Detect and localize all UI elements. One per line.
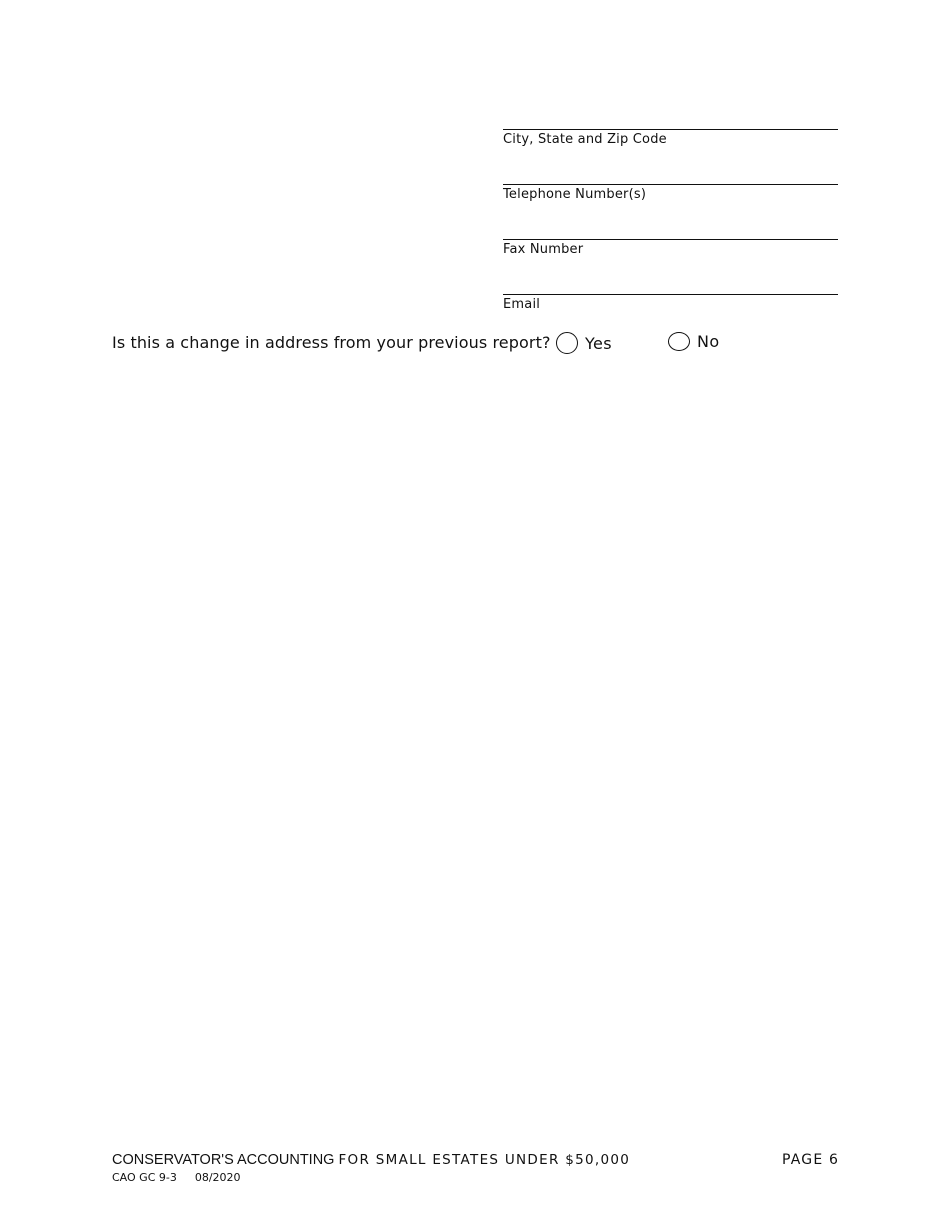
footer-title-rest: FOR SMALL ESTATES UNDER $50,000 [338,1152,631,1168]
field-line [503,184,838,185]
field-line [503,239,838,240]
yes-label: Yes [585,333,613,353]
no-label: No [697,332,720,351]
footer-title-main: CONSERVATOR'S ACCOUNTING [112,1152,335,1168]
fax-field[interactable] [503,239,838,257]
city-state-zip-label: City, State and Zip Code [503,132,667,147]
form-code: CAO GC 9-3 [112,1171,177,1184]
field-line [503,129,838,130]
form-date: 08/2020 [194,1171,241,1184]
page-number: PAGE 6 [782,1152,840,1168]
address-change-no-radio[interactable] [668,332,720,351]
footer-form-code [112,1171,241,1184]
address-change-question: Is this a change in address from your previous report? [112,333,551,352]
footer-form-title [112,1152,630,1168]
radio-circle-icon[interactable] [556,332,578,354]
email-field[interactable] [503,294,838,312]
telephone-label: Telephone Number(s) [503,187,647,202]
email-label: Email [503,297,541,312]
radio-circle-icon[interactable] [668,332,690,351]
city-state-zip-field[interactable] [503,129,838,147]
fax-label: Fax Number [503,242,584,257]
address-change-yes-radio[interactable] [556,332,612,354]
field-line [503,294,838,295]
telephone-field[interactable] [503,184,838,202]
